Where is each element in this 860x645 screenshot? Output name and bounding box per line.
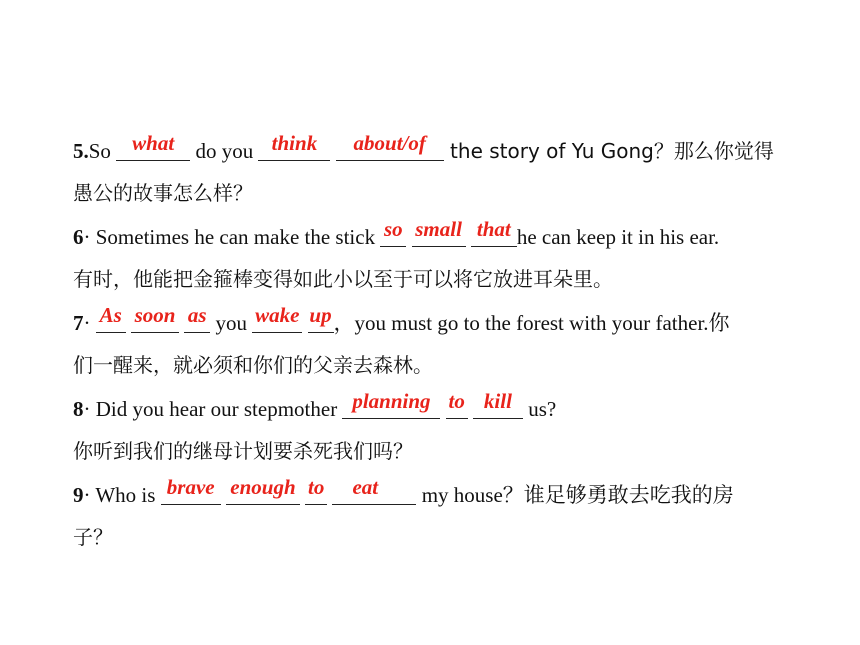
q8-answer-1: planning bbox=[352, 389, 431, 413]
q8-text-1: · Did you hear our stepmother bbox=[83, 397, 343, 421]
q8-blank-1[interactable] bbox=[342, 389, 440, 419]
q8-text-2: us? bbox=[522, 397, 557, 421]
q6-answer-3: that bbox=[476, 217, 511, 241]
q6-line bbox=[73, 217, 720, 251]
q5-answer-2: think bbox=[271, 131, 318, 155]
question-number: 8 bbox=[73, 397, 84, 421]
q7-answer-1: As bbox=[99, 303, 122, 327]
q5-translation: 愚公的故事怎么样？ bbox=[73, 181, 253, 205]
q7-answer-3: as bbox=[187, 303, 207, 327]
q6-answer-2: small bbox=[415, 217, 462, 241]
q5-text-1: So bbox=[88, 139, 117, 163]
q7-answer-2: soon bbox=[134, 303, 176, 327]
q6-blank-3[interactable] bbox=[471, 217, 517, 247]
q7-text-3: ，you must go to the forest with your father.你 bbox=[333, 311, 730, 335]
q9-answer-2: enough bbox=[230, 475, 296, 499]
question-number: 6 bbox=[73, 225, 84, 249]
q8-blank-2[interactable] bbox=[446, 389, 468, 419]
q6-answer-1: so bbox=[384, 217, 403, 241]
q5-text-3: the story of Yu Gong？那么你觉得 bbox=[443, 139, 774, 163]
q5-blank-1[interactable] bbox=[116, 131, 190, 161]
q7-blank-2[interactable] bbox=[131, 303, 179, 333]
q9-answer-4: eat bbox=[352, 475, 379, 499]
q5-blank-2[interactable] bbox=[258, 131, 330, 161]
q7-blank-4[interactable] bbox=[252, 303, 302, 333]
q7-text-1: · bbox=[83, 311, 96, 335]
q6-text-2: he can keep it in his ear. bbox=[516, 225, 720, 249]
q5-line bbox=[73, 131, 774, 165]
q9-blank-1[interactable] bbox=[161, 475, 221, 505]
q7-blank-3[interactable] bbox=[184, 303, 210, 333]
question-number: 9 bbox=[73, 483, 84, 507]
q9-text-2: my house？谁足够勇敢去吃我的房 bbox=[416, 483, 734, 507]
question-number: 7 bbox=[73, 311, 84, 335]
q9-line bbox=[73, 475, 734, 509]
q5-answer-1: what bbox=[132, 131, 175, 155]
q6-translation: 有时，他能把金箍棒变得如此小以至于可以将它放进耳朵里。 bbox=[73, 267, 613, 291]
q9-translation: 子？ bbox=[73, 525, 113, 549]
q8-line bbox=[73, 389, 557, 423]
q9-text-1: · Who is bbox=[83, 483, 161, 507]
q8-answer-2: to bbox=[448, 389, 465, 413]
q9-answer-1: brave bbox=[166, 475, 215, 499]
q9-blank-4[interactable] bbox=[332, 475, 416, 505]
q9-answer-3: to bbox=[308, 475, 325, 499]
q7-answer-5: up bbox=[309, 303, 332, 327]
q7-translation: 们一醒来，就必须和你们的父亲去森林。 bbox=[73, 353, 433, 377]
q6-blank-1[interactable] bbox=[380, 217, 406, 247]
q5-blank-3[interactable] bbox=[336, 131, 444, 161]
q5-text-2: do you bbox=[190, 139, 259, 163]
q7-line bbox=[73, 303, 730, 337]
q6-text-1: · Sometimes he can make the stick bbox=[83, 225, 381, 249]
q9-blank-3[interactable] bbox=[305, 475, 327, 505]
question-number: 5. bbox=[73, 139, 89, 163]
q9-blank-2[interactable] bbox=[226, 475, 300, 505]
q8-blank-3[interactable] bbox=[473, 389, 523, 419]
q8-answer-3: kill bbox=[483, 389, 512, 413]
q7-blank-1[interactable] bbox=[96, 303, 126, 333]
q7-text-2: you bbox=[210, 311, 253, 335]
q7-answer-4: wake bbox=[255, 303, 300, 327]
q7-blank-5[interactable] bbox=[308, 303, 334, 333]
q5-answer-3: about/of bbox=[353, 131, 426, 155]
q8-translation: 你听到我们的继母计划要杀死我们吗？ bbox=[73, 439, 413, 463]
q6-blank-2[interactable] bbox=[412, 217, 466, 247]
